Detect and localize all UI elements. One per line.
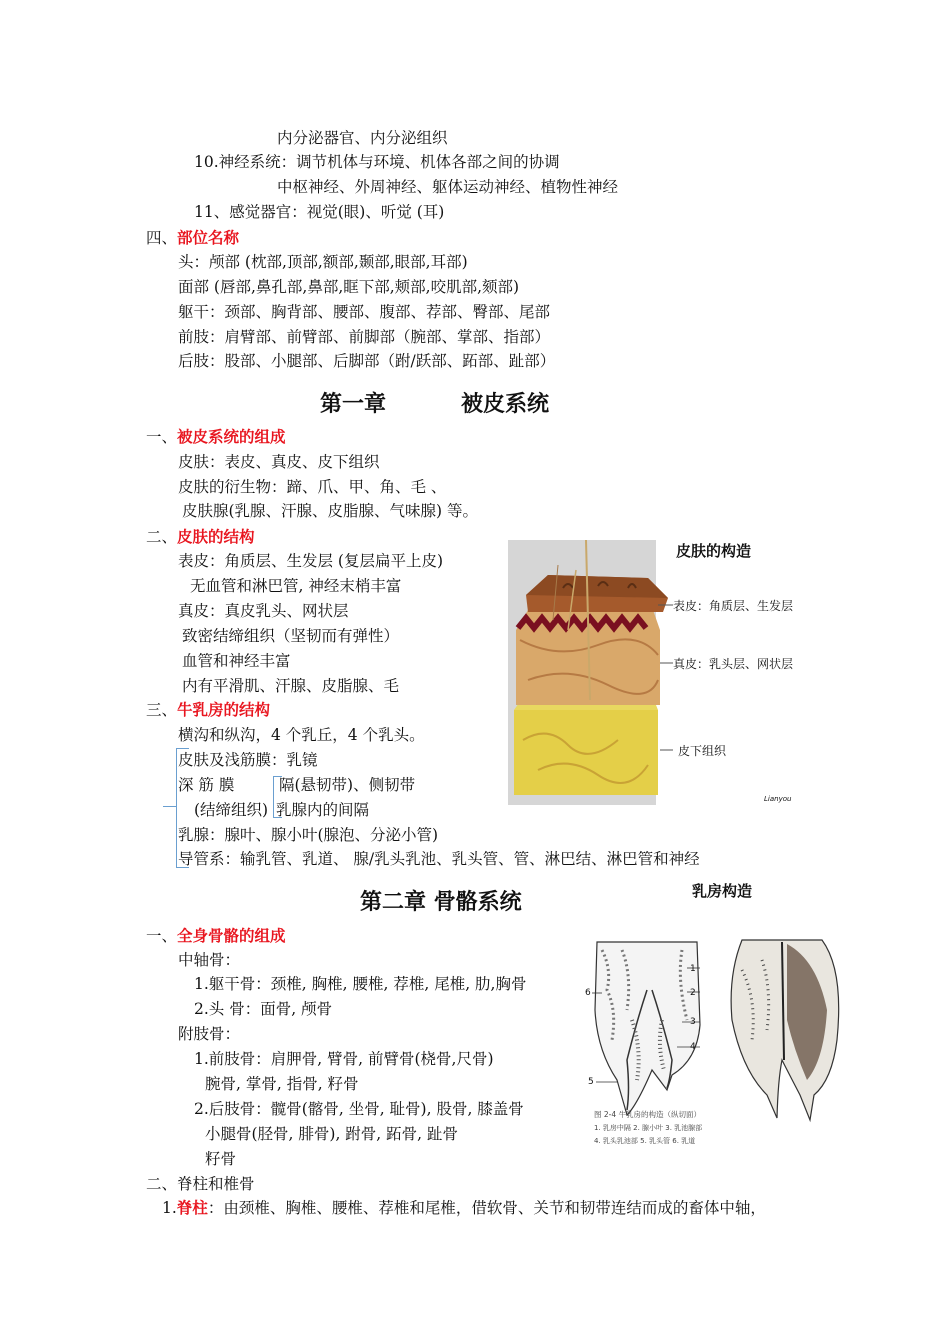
skin-structure-figure <box>508 540 794 805</box>
item-number: 1. <box>162 1199 177 1217</box>
text-line: 前肢：肩臂部、前臂部、前脚部（腕部、掌部、指部） <box>178 328 551 346</box>
text-line: 隔(悬韧带)、侧韧带 <box>279 776 416 794</box>
skin-layers-illustration <box>508 540 790 805</box>
text-line: 真皮：真皮乳头、网状层 <box>178 602 349 620</box>
figure-number: 6 <box>585 988 591 998</box>
text-line: 11、感觉器官：视觉(眼)、听觉 (耳) <box>194 203 445 221</box>
text-line: 皮肤腺(乳腺、汗腺、皮脂腺、气味腺) 等。 <box>182 502 479 520</box>
text-line: 无血管和淋巴管, 神经末梢丰富 <box>190 577 402 595</box>
inner-bracket <box>273 776 282 818</box>
text-line: 腕骨, 掌骨, 指骨, 籽骨 <box>205 1075 359 1093</box>
text-line: 躯干：颈部、胸背部、腰部、腹部、荐部、臀部、尾部 <box>178 303 551 321</box>
text-line: 1.躯干骨：颈椎, 胸椎, 腰椎, 荐椎, 尾椎, 肋,胸骨 <box>194 975 527 993</box>
section-title: 部位名称 <box>177 228 240 247</box>
section-heading <box>146 700 270 720</box>
text-line: (结缔组织) <box>194 801 269 819</box>
text-line: 面部 (唇部,鼻孔部,鼻部,眶下部,颊部,咬肌部,颏部) <box>178 278 520 296</box>
text-line: 表皮：角质层、生发层 (复层扁平上皮) <box>178 552 444 570</box>
figure-title: 皮肤的构造 <box>676 542 752 560</box>
section-title: 牛乳房的结构 <box>177 700 271 719</box>
figure-caption: 图 2-4 牛乳房的构造（纵切面） <box>594 1110 702 1119</box>
term: 脊柱 <box>176 1198 208 1217</box>
figure-number: 4 <box>690 1042 696 1052</box>
text-line: 内分泌器官、内分泌组织 <box>277 129 448 147</box>
figure-number: 3 <box>690 1017 696 1027</box>
text-line: 中枢神经、外周神经、躯体运动神经、植物性神经 <box>277 178 619 196</box>
text-line: 皮肤及浅筋膜：乳镜 <box>178 751 318 769</box>
text-line: 1.前肢骨：肩胛骨, 臂骨, 前臂骨(桡骨,尺骨) <box>194 1050 494 1068</box>
section-number: 三、 <box>146 701 178 719</box>
section-number: 一、 <box>146 428 178 446</box>
text-line: 2.头 骨：面骨, 颅骨 <box>194 1000 333 1018</box>
section-number: 四、 <box>146 229 178 247</box>
text-line: 导管系：输乳管、乳道、 腺/乳头乳池、乳头管、管、淋巴结、淋巴管和神经 <box>178 850 700 868</box>
bracket-connector <box>163 806 176 807</box>
figure-caption: 4. 乳头乳池部 5. 乳头管 6. 乳道 <box>594 1137 696 1145</box>
text-line: 小腿骨(胫骨, 腓骨), 跗骨, 跖骨, 趾骨 <box>205 1125 459 1143</box>
text-line: 深 筋 膜 <box>178 776 235 794</box>
figure-title: 乳房构造 <box>692 882 753 900</box>
text-line: 乳腺内的间隔 <box>276 801 370 819</box>
structure-bracket <box>176 748 189 868</box>
watermark: Lianyou <box>764 795 792 803</box>
section-number: 一、 <box>146 927 178 945</box>
text-line: 皮肤的衍生物：蹄、爪、甲、角、毛 、 <box>178 478 447 496</box>
text-line: 皮肤：表皮、真皮、皮下组织 <box>178 453 380 471</box>
section-title: 皮肤的结构 <box>177 527 255 546</box>
text-line: 后肢：股部、小腿部、后脚部（跗/跃部、跖部、趾部） <box>178 352 556 370</box>
udder-section-illustration <box>582 930 847 1170</box>
figure-label: 皮下组织 <box>678 744 727 758</box>
text-line: 内有平滑肌、汗腺、皮脂腺、毛 <box>182 677 400 695</box>
udder-structure-figure <box>582 930 847 1170</box>
text-line: 乳腺：腺叶、腺小叶(腺泡、分泌小管) <box>178 826 439 844</box>
figure-label: 表皮：角质层、生发层 <box>673 599 794 613</box>
figure-label: 真皮：乳头层、网状层 <box>673 657 794 671</box>
section-heading <box>146 228 239 248</box>
definition: ：由颈椎、胸椎、腰椎、荐椎和尾椎，借软骨、关节和韧带连结而成的畜体中轴， <box>207 1199 766 1217</box>
figure-number: 2 <box>690 988 696 998</box>
section-number: 二、 <box>146 528 178 546</box>
text-line: 2.后肢骨：髋骨(髂骨, 坐骨, 耻骨), 股骨, 膝盖骨 <box>194 1100 524 1118</box>
section-heading: 二、脊柱和椎骨 <box>146 1175 255 1193</box>
text-line: 头：颅部 (枕部,顶部,额部,颞部,眼部,耳部) <box>178 253 468 271</box>
text-line: 横沟和纵沟，4 个乳丘，4 个乳头。 <box>178 726 425 744</box>
section-title: 被皮系统的组成 <box>177 427 286 446</box>
section-heading <box>146 527 255 547</box>
text-line: 籽骨 <box>205 1150 237 1168</box>
text-line: 附肢骨： <box>178 1025 241 1043</box>
section-title: 全身骨骼的组成 <box>177 926 286 945</box>
figure-caption: 1. 乳房中隔 2. 腺小叶 3. 乳池腺部 <box>594 1124 703 1132</box>
text-line: 中轴骨： <box>178 951 241 969</box>
text-line <box>162 1198 766 1218</box>
figure-number: 5 <box>588 1077 594 1087</box>
section-heading <box>146 926 286 946</box>
chapter-subtitle: 被皮系统 <box>461 392 550 417</box>
text-line: 致密结缔组织（坚韧而有弹性） <box>182 627 400 645</box>
chapter-title: 第一章 <box>320 392 387 417</box>
section-heading <box>146 427 286 447</box>
chapter-title: 第二章 骨骼系统 <box>360 890 522 915</box>
text-line: 血管和神经丰富 <box>182 652 291 670</box>
text-line: 10.神经系统：调节机体与环境、机体各部之间的协调 <box>194 153 560 171</box>
figure-number: 1 <box>690 964 696 974</box>
